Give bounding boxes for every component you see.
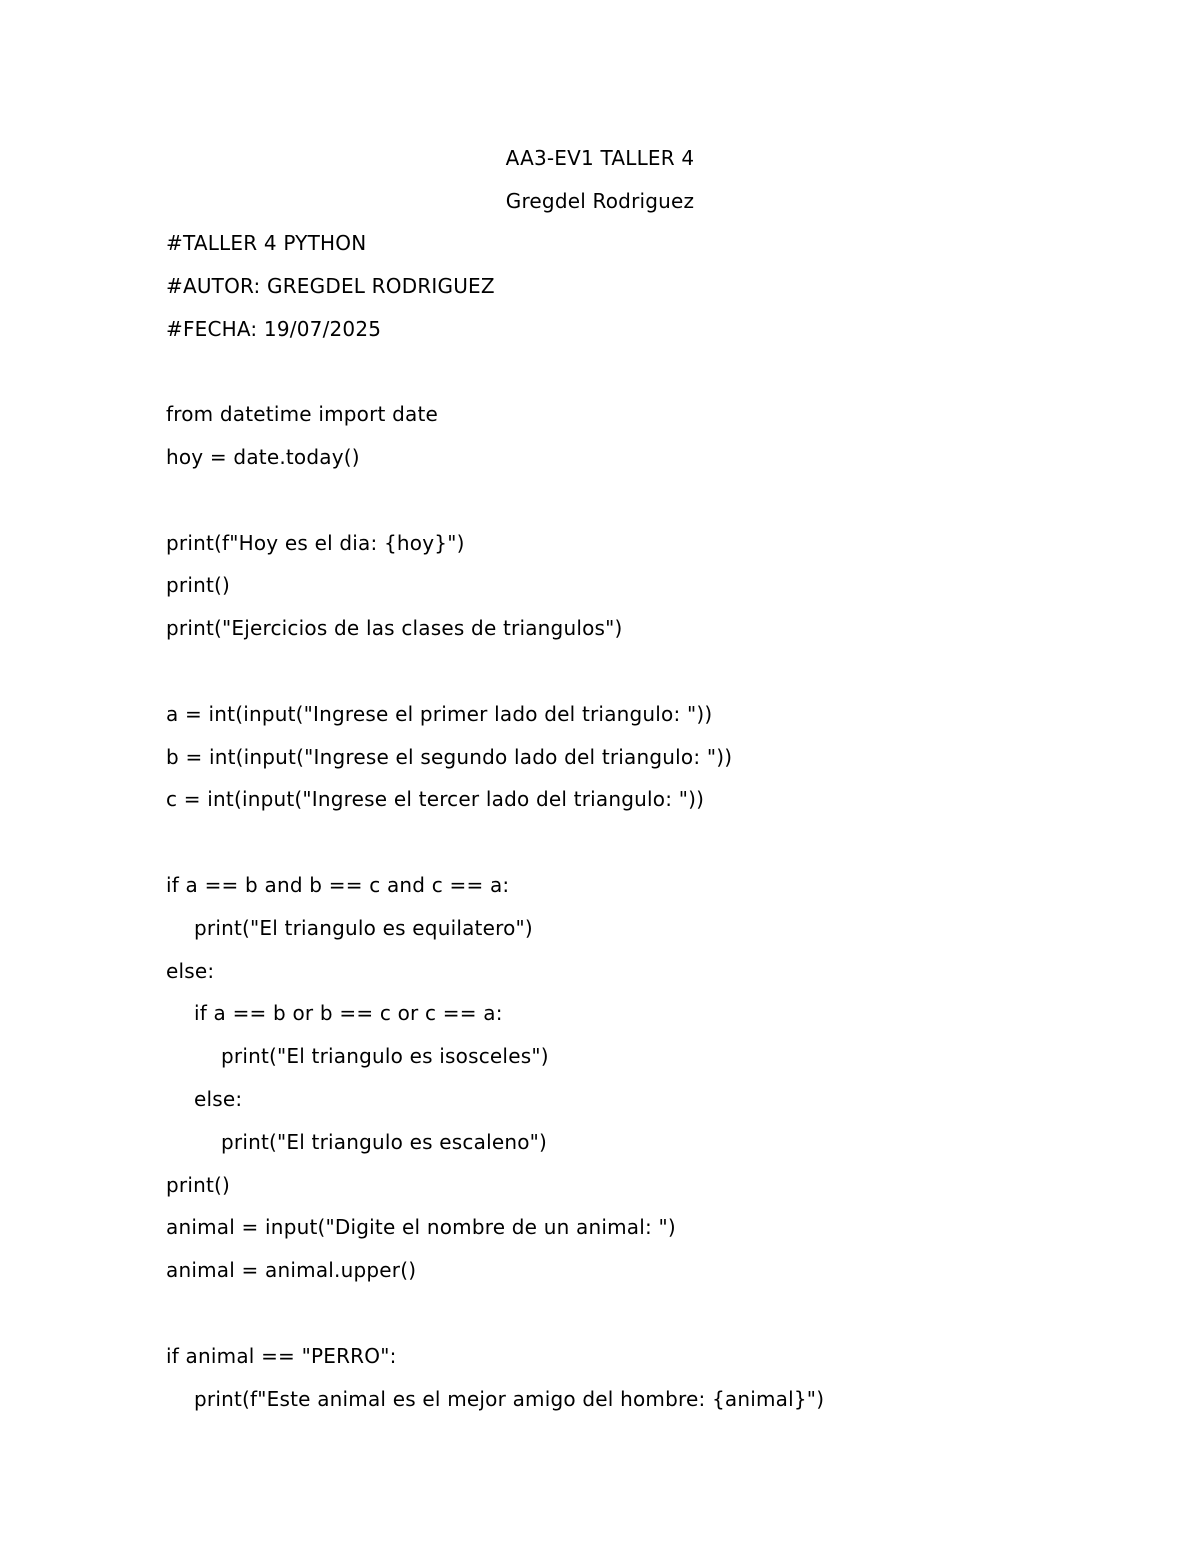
blank-line: [166, 1292, 1146, 1335]
code-line: print("El triangulo es isosceles"): [221, 1044, 549, 1069]
code-listing: [166, 222, 1146, 1420]
code-line: #AUTOR: GREGDEL RODRIGUEZ: [166, 273, 495, 298]
code-line: print(): [166, 573, 230, 598]
code-line: if a == b and b == c and c == a:: [166, 872, 510, 897]
code-line: print("El triangulo es equilatero"): [194, 915, 533, 940]
code-line: #TALLER 4 PYTHON: [166, 231, 367, 255]
code-line: else:: [194, 1086, 243, 1111]
blank-line: [166, 821, 1146, 864]
code-line: #FECHA: 19/07/2025: [166, 316, 382, 341]
code-line: if animal == "PERRO":: [166, 1343, 397, 1368]
code-line: print(f"Este animal es el mejor amigo del hombre: {animal}"): [194, 1386, 825, 1411]
blank-line: [166, 650, 1146, 693]
code-line: a = int(input("Ingrese el primer lado del triangulo: ")): [166, 701, 713, 726]
code-line: print("El triangulo es escaleno"): [221, 1129, 548, 1154]
code-line: from datetime import date: [166, 402, 439, 427]
code-line: animal = animal.upper(): [166, 1258, 417, 1283]
document-title: AA3-EV1 TALLER 4: [505, 146, 695, 170]
code-line: hoy = date.today(): [166, 444, 360, 469]
blank-line: [166, 479, 1146, 522]
blank-line: [166, 350, 1146, 393]
code-line: print(): [166, 1172, 230, 1197]
code-line: b = int(input("Ingrese el segundo lado del triangulo: ")): [166, 744, 733, 769]
title-block: [0, 137, 1200, 223]
code-line: else:: [166, 958, 215, 983]
document-author: Gregdel Rodriguez: [505, 189, 695, 213]
code-line: animal = input("Digite el nombre de un animal: "): [166, 1215, 676, 1240]
code-line: if a == b or b == c or c == a:: [194, 1001, 503, 1026]
code-line: print(f"Hoy es el dia: {hoy}"): [166, 530, 465, 555]
code-line: print("Ejercicios de las clases de triangulos"): [166, 616, 623, 641]
code-line: c = int(input("Ingrese el tercer lado del triangulo: ")): [166, 787, 705, 812]
